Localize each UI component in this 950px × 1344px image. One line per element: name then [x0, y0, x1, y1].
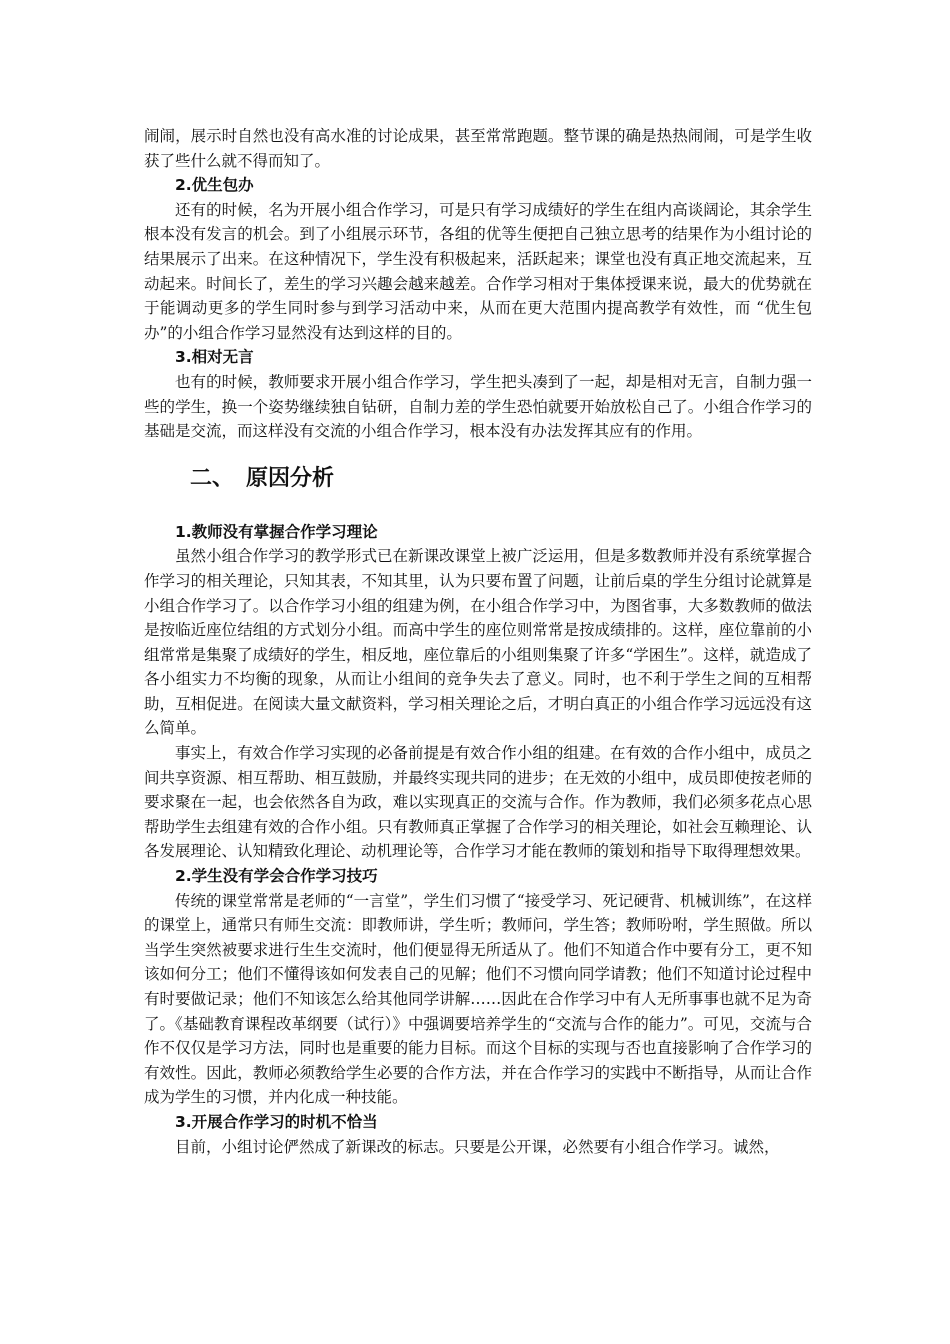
paragraph: 也有的时候，教师要求开展小组合作学习，学生把头凑到了一起，却是相对无言，自制力强一些的学生，换一个姿势继续独自钻研，自制力差的学生恐怕就要开始放松自己了。小组合作学习的基础是交流，而这样没有交流的小组合作学习，根本没有办法发挥其应有的作用。 [144, 372, 812, 441]
document-body [144, 124, 812, 1159]
paragraph: 传统的课堂常常是老师的“一言堂”，学生们习惯了“接受学习、死记硬背、机械训练”，在这样的课堂上，通常只有师生交流：即教师讲，学生听；教师问，学生答；教师吩咐，学生照做。所以当学生突然被要求进行生生交流时，他们便显得无所适从了。他们不知道合作中要有分工，更不知该如何分工；他们不懂得该如何发表自己的见解；他们不习惯向同学请教；他们不知道讨论过程中有时要做记录；他们不知该怎么给其他同学讲解……因此在合作学习中有人无所事事也就不足为奇了。《基础教育课程改革纲要（试行）》中强调要培养学生的“交流与合作的能力”。可见，交流与合作不仅仅是学习方法，同时也是重要的能力目标。而这个目标的实现与否也直接影响了合作学习的有效性。因此，教师必须教给学生必要的合作方法，并在合作学习的实践中不断指导，从而让合作成为学生的习惯，并内化成一种技能。 [144, 891, 812, 1107]
paragraph: 虽然小组合作学习的教学形式已在新课改课堂上被广泛运用，但是多数教师并没有系统掌握合作学习的相关理论，只知其表，不知其里，认为只要布置了问题，让前后桌的学生分组讨论就算是小组合作学习了。以合作学习小组的组建为例，在小组合作学习中，为图省事，大多数教师的做法是按临近座位结组的方式划分小组。而高中学生的座位则常常是按成绩排的。这样，座位靠前的小组常常是集聚了成绩好的学生，相反地，座位靠后的小组则集聚了许多“学困生”。这样，就造成了各小组实力不均衡的现象，从而让小组间的竞争失去了意义。同时，也不利于学生之间的互相帮助，互相促进。在阅读大量文献资料，学习相关理论之后，才明白真正的小组合作学习远远没有这么简单。 [144, 547, 812, 738]
subheading-student-skills: 2.学生没有学会合作学习技巧 [175, 867, 378, 886]
subheading-top-students-dominate: 2.优生包办 [175, 176, 254, 195]
section-title: 原因分析 [246, 465, 335, 491]
section-heading [144, 444, 812, 520]
subheading-timing: 3.开展合作学习的时机不恰当 [175, 1112, 378, 1131]
section-number: 二、 [190, 465, 235, 491]
paragraph: 事实上，有效合作学习实现的必备前提是有效合作小组的组建。在有效的合作小组中，成员之间共享资源、相互帮助、相互鼓励，并最终实现共同的进步；在无效的小组中，成员即使按老师的要求聚在一起，也会依然各自为政，难以实现真正的交流与合作。作为教师，我们必须多花点心思帮助学生去组建有效的合作小组。只有教师真正掌握了合作学习的相关理论，如社会互赖理论、认各发展理论、认知精致化理论、动机理论等，合作学习才能在教师的策划和指导下取得理想效果。 [144, 744, 812, 861]
paragraph-continuation: 闹闹，展示时自然也没有高水准的讨论成果，甚至常常跑题。整节课的确是热热闹闹，可是学生收获了些什么就不得而知了。 [144, 127, 812, 170]
paragraph: 还有的时候，名为开展小组合作学习，可是只有学习成绩好的学生在组内高谈阔论，其余学生根本没有发言的机会。到了小组展示环节，各组的优等生便把自己独立思考的结果作为小组讨论的结果展示了出来。在这种情况下，学生没有积极起来，活跃起来；课堂也没有真正地交流起来，互动起来。时间长了，差生的学习兴趣会越来越差。合作学习相对于集体授课来说，最大的优势就在于能调动更多的学生同时参与到学习活动中来，从而在更大范围内提高教学有效性，而 “优生包办”的小组合作学习显然没有达到这样的目的。 [144, 200, 812, 342]
subheading-teacher-theory: 1.教师没有掌握合作学习理论 [175, 522, 378, 541]
subheading-silence: 3.相对无言 [175, 348, 254, 367]
paragraph: 目前，小组讨论俨然成了新课改的标志。只要是公开课，必然要有小组合作学习。诚然， [175, 1137, 780, 1156]
